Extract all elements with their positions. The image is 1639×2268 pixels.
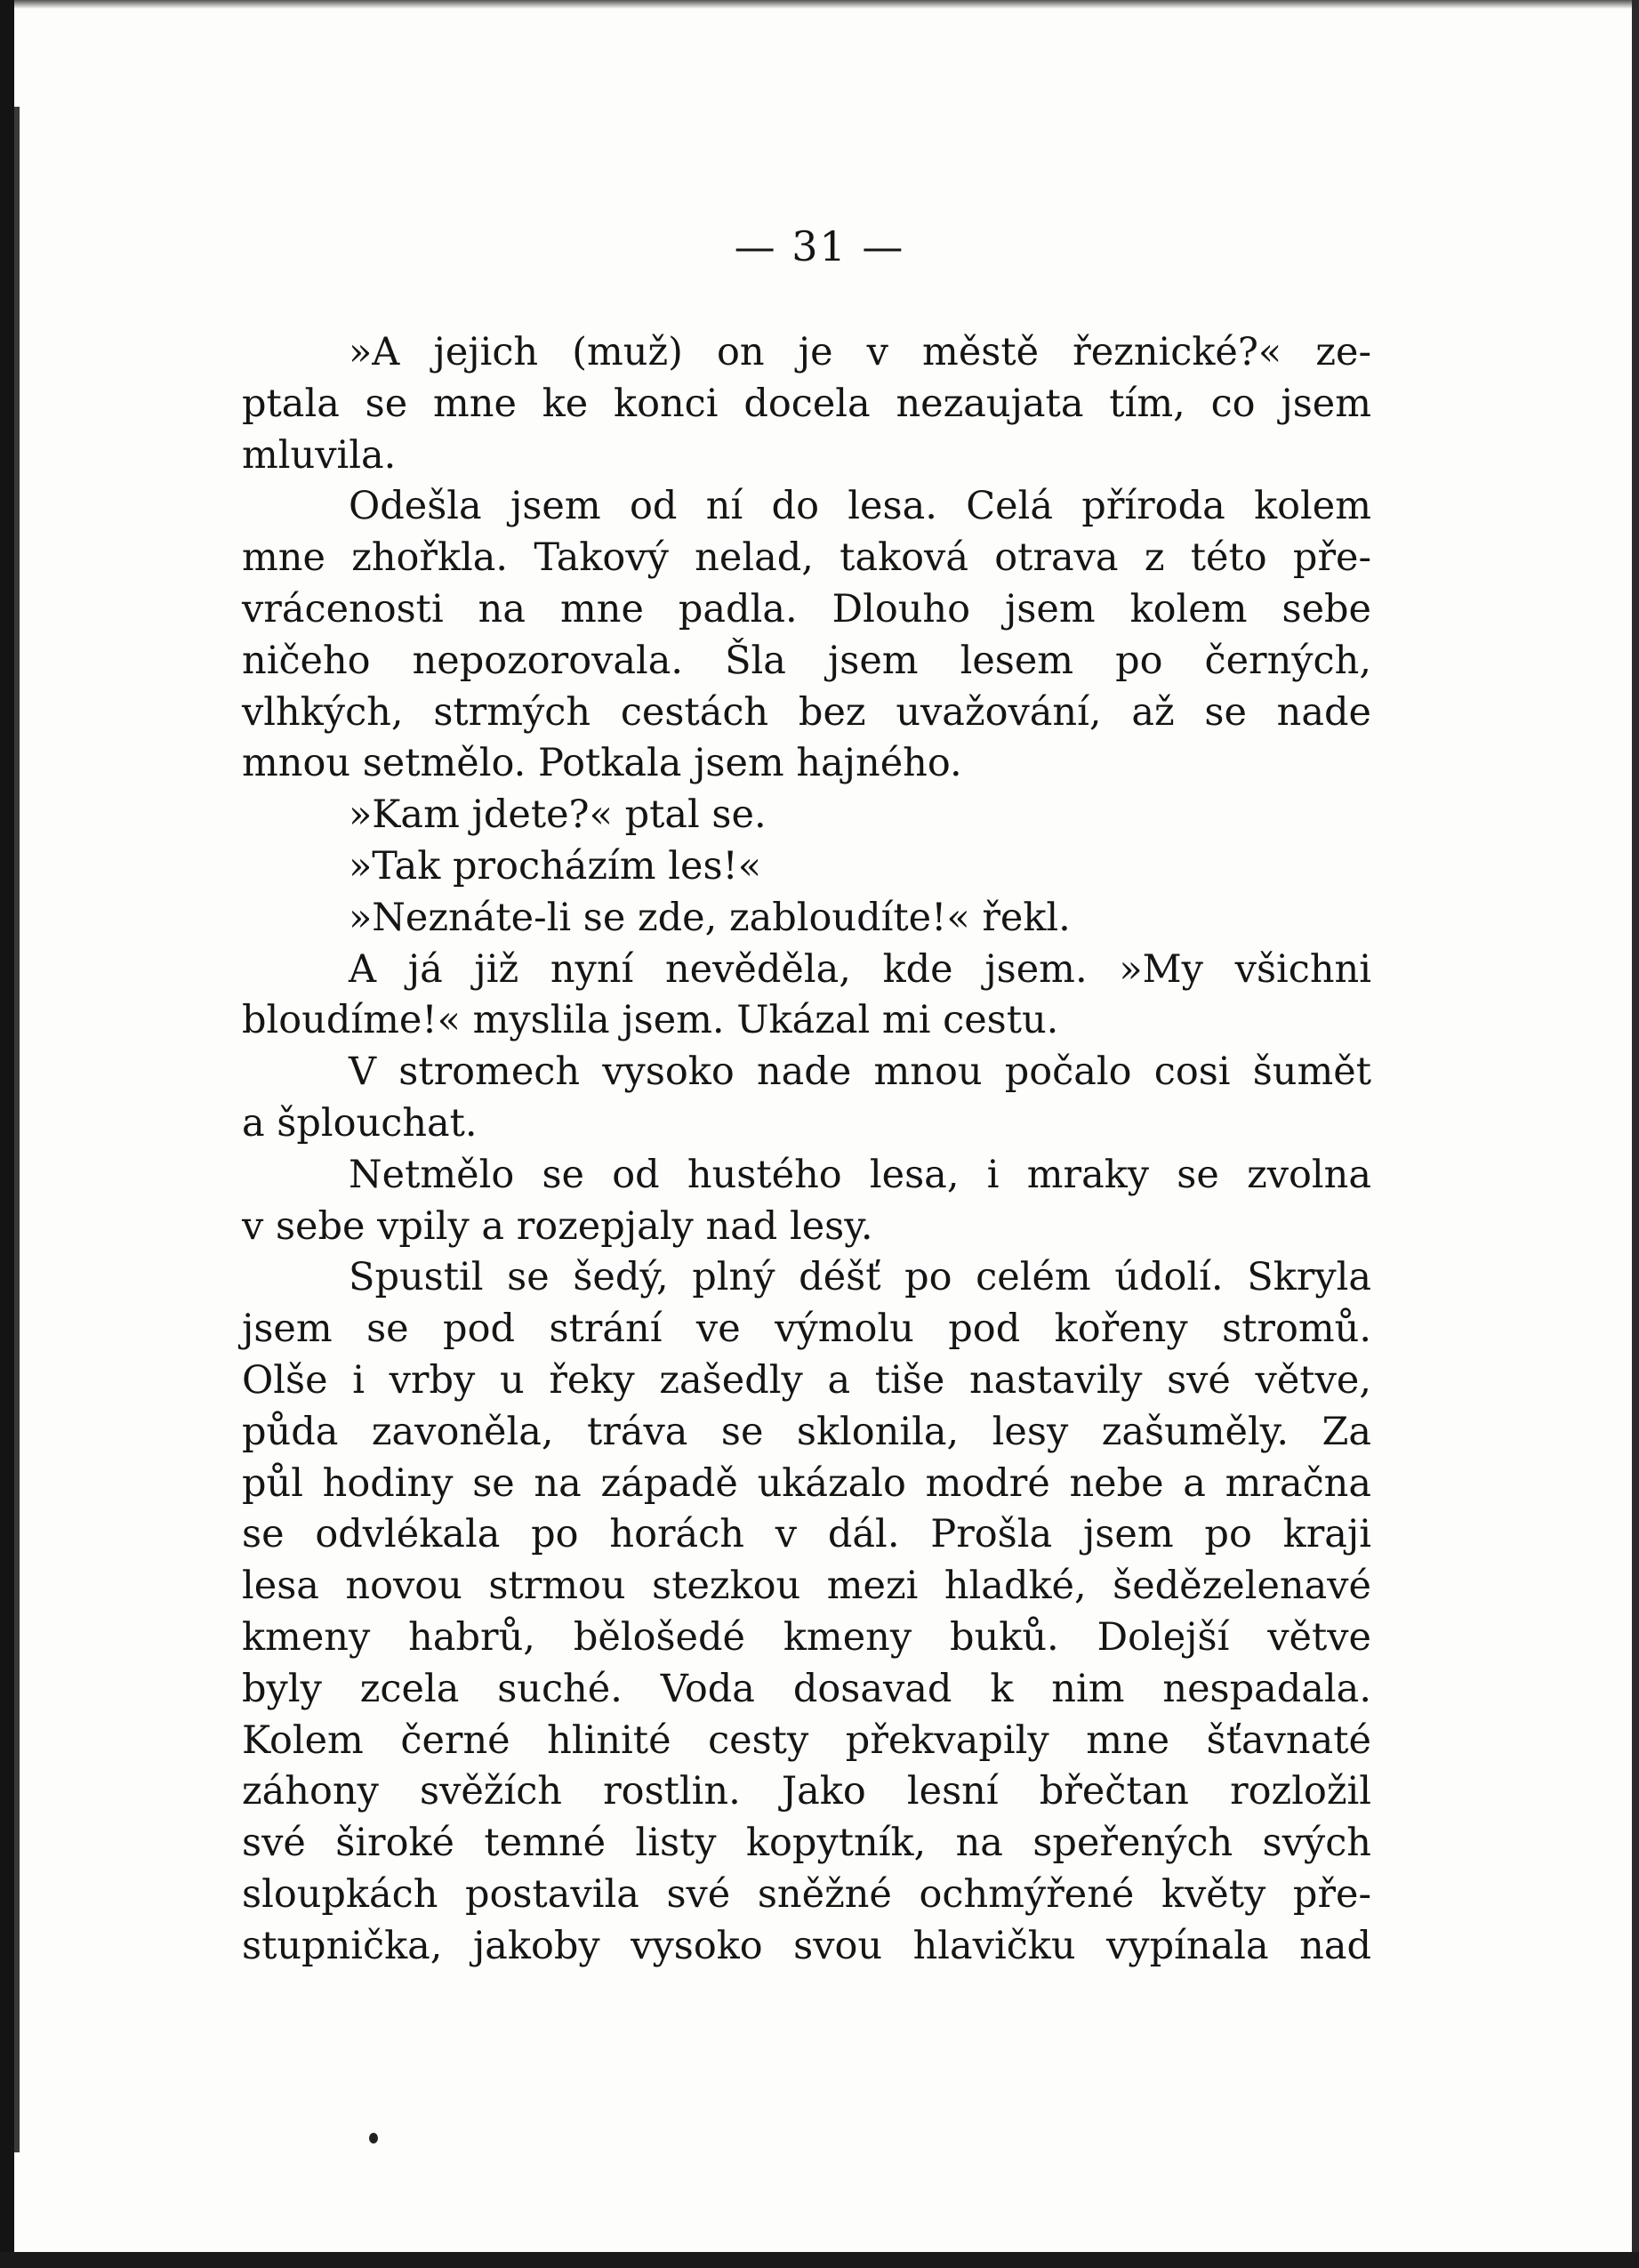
text-line: »Tak procházím les!« — [349, 843, 762, 889]
text-line: své široké temné listy kopytník, na speřených svých — [242, 1821, 1371, 1866]
text-line: »Kam jdete?« ptal se. — [349, 792, 767, 838]
text-line: ničeho nepozorovala. Šla jsem lesem po černých, — [242, 638, 1371, 683]
text-line: »A jejich (muž) on je v městě řeznické?« ze- — [349, 330, 1371, 374]
text-line: V stromech vysoko nade mnou počalo cosi šumět — [349, 1050, 1371, 1095]
text-line: záhony svěžích rostlin. Jako lesní břečtan rozložil — [242, 1769, 1371, 1814]
scan-edge-left-shadow — [14, 107, 20, 2152]
text-line: ptala se mne ke konci docela nezaujata tím, co jsem — [242, 381, 1371, 426]
ink-speck — [369, 2133, 378, 2143]
text-line: Spustil se šedý, plný déšť po celém údolí. Skryla — [349, 1255, 1371, 1300]
page-number: — 31 — — [734, 222, 905, 270]
text-line: A já již nyní nevěděla, kde jsem. »My všichni — [349, 946, 1371, 992]
text-line: lesa novou strmou stezkou mezi hladké, šedězelenavé — [242, 1564, 1371, 1609]
text-line: byly zcela suché. Voda dosavad k nim nespadala. — [242, 1666, 1371, 1711]
text-line: vlhkých, strmých cestách bez uvažování, až se nade — [242, 689, 1371, 735]
scan-edge-top — [0, 0, 1639, 9]
scan-edge-bottom — [0, 2252, 1639, 2268]
text-line: Olše i vrby u řeky zašedly a tiše nastavily své větve, — [242, 1357, 1371, 1403]
text-line: vrácenosti na mne padla. Dlouho jsem kolem sebe — [242, 586, 1371, 631]
text-line: mluvila. — [242, 432, 397, 478]
text-line: Odešla jsem od ní do lesa. Celá příroda kolem — [349, 484, 1371, 529]
text-line: mne zhořkla. Takový nelad, taková otrava z této pře- — [242, 535, 1371, 581]
text-line: sloupkách postavila své sněžné ochmýřené květy pře- — [242, 1871, 1371, 1917]
text-line: kmeny habrů, bělošedé kmeny buků. Dolejší větve — [242, 1614, 1371, 1660]
text-line: v sebe vpily a rozepjaly nad lesy. — [242, 1203, 873, 1249]
text-line: bloudíme!« myslila jsem. Ukázal mi cestu. — [242, 998, 1059, 1043]
scan-edge-left — [0, 0, 14, 2268]
text-line: mnou setmělo. Potkala jsem hajného. — [242, 741, 962, 786]
text-line: »Neznáte-li se zde, zabloudíte!« řekl. — [349, 895, 1071, 940]
text-line: Kolem černé hlinité cesty překvapily mne šťavnaté — [242, 1717, 1371, 1763]
body-text — [242, 327, 1371, 1973]
scan-edge-right — [1632, 0, 1639, 2268]
text-line: stupnička, jakoby vysoko svou hlavičku vypínala nad — [242, 1923, 1371, 1968]
text-line: Netmělo se od hustého lesa, i mraky se zvolna — [349, 1152, 1371, 1197]
text-line: a šplouchat. — [242, 1100, 478, 1146]
text-line: se odvlékala po horách v dál. Prošla jsem po kraji — [242, 1512, 1371, 1557]
text-line: půda zavoněla, tráva se sklonila, lesy zašuměly. Za — [242, 1409, 1371, 1454]
text-line: jsem se pod strání ve výmolu pod kořeny stromů. — [242, 1307, 1371, 1352]
text-line: půl hodiny se na západě ukázalo modré nebe a mračna — [242, 1460, 1371, 1506]
